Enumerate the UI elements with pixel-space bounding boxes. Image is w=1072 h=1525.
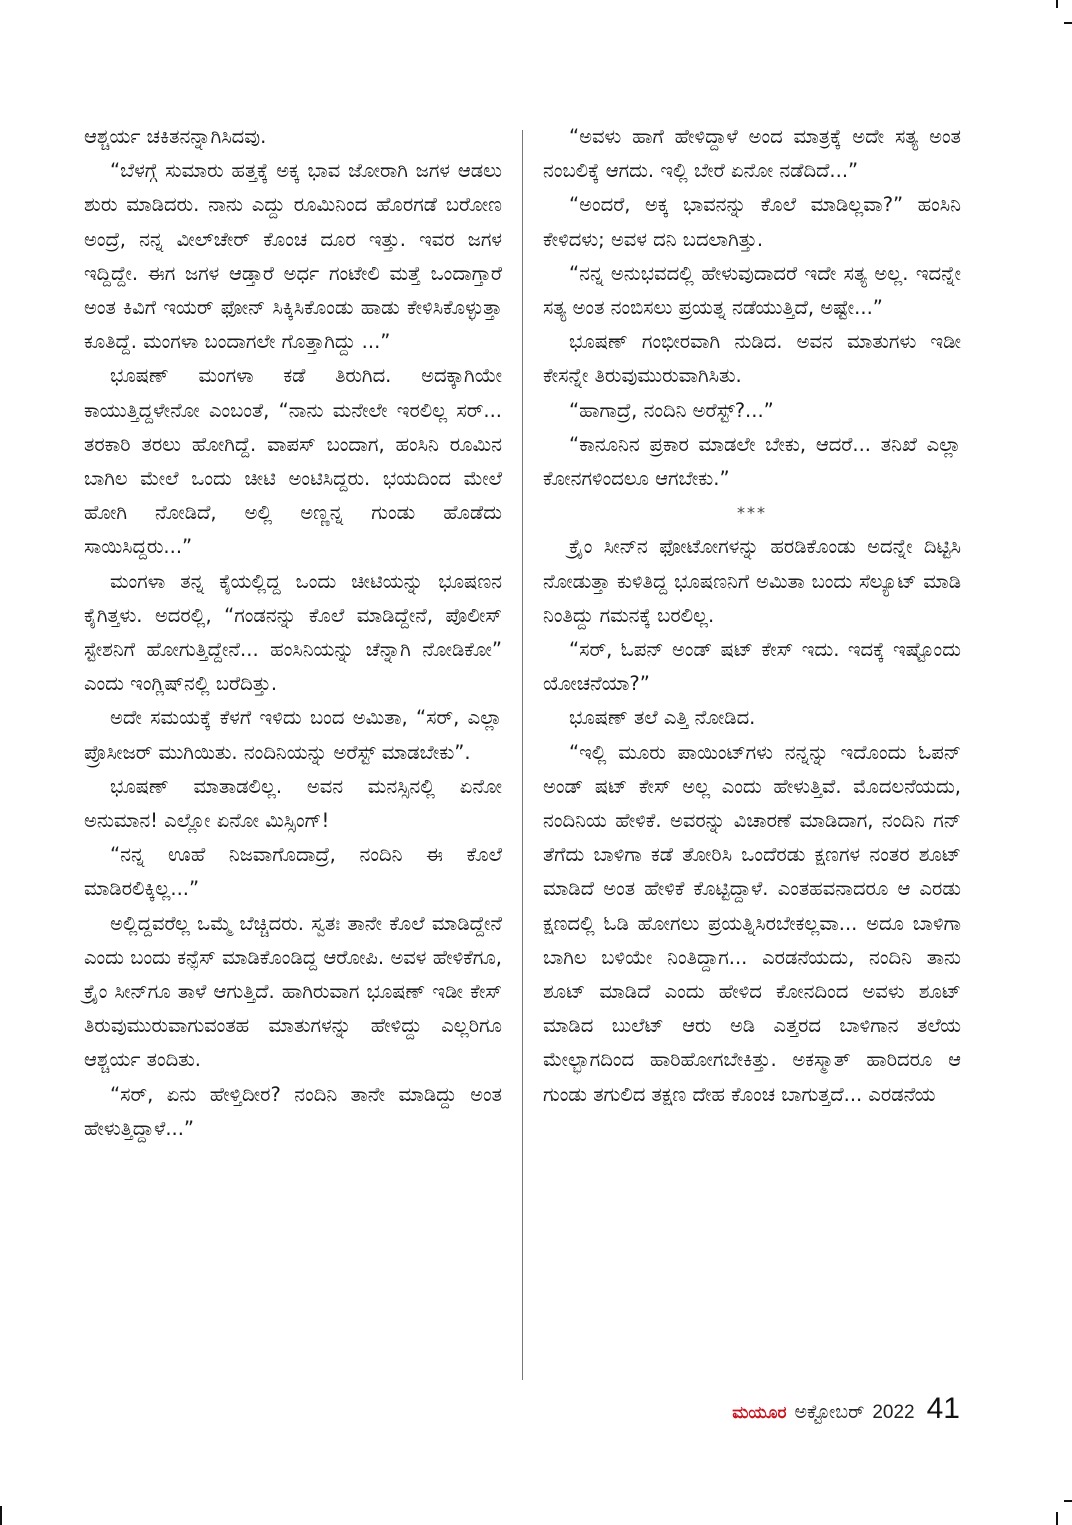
paragraph: ಕ್ರೈಂ ಸೀನ್‌ನ ಫೋಟೋಗಳನ್ನು ಹರಡಿಕೊಂಡು ಅದನ್ನೇ ದಿಟ್ಟಿಸಿ ನೋಡುತ್ತಾ ಕುಳಿತಿದ್ದ ಭೂಷಣನಿಗೆ ಅಮಿತಾ ಬಂದು ಸೆಲ್ಯೂಟ್ ಮಾಡಿ ನಿಂತಿದ್ದು ಗಮನಕ್ಕೆ ಬರಲಿಲ್ಲ. — [543, 535, 961, 627]
paragraph: ಭೂಷಣ್ ತಲೆ ಎತ್ತಿ ನೋಡಿದ. — [569, 706, 756, 730]
paragraph: ಭೂಷಣ್ ಗಂಭೀರವಾಗಿ ನುಡಿದ. ಅವನ ಮಾತುಗಳು ಇಡೀ ಕೇಸನ್ನೇ ತಿರುವುಮುರುವಾಗಿಸಿತು. — [543, 330, 961, 388]
section-break: *** — [737, 503, 767, 523]
paragraph: “ನನ್ನ ಊಹೆ ನಿಜವಾಗೊದಾದ್ರೆ, ನಂದಿನಿ ಈ ಕೊಲೆ ಮಾಡಿರಲಿಕ್ಕಿಲ್ಲ...” — [84, 843, 502, 901]
page-number: 41 — [926, 1392, 960, 1425]
crop-mark-top — [1056, 0, 1058, 8]
paragraph: ಅದೇ ಸಮಯಕ್ಕೆ ಕೆಳಗೆ ಇಳಿದು ಬಂದ ಅಮಿತಾ, “ಸರ್, ಎಲ್ಲಾ ಪ್ರೊಸೀಜರ್ ಮುಗಿಯಿತು. ನಂದಿನಿಯನ್ನು ಅರೆಸ್ಟ್ ಮಾಡಬೇಕು”. — [84, 706, 502, 764]
paragraph: “ಅವಳು ಹಾಗೆ ಹೇಳಿದ್ದಾಳೆ ಅಂದ ಮಾತ್ರಕ್ಕೆ ಅದೇ ಸತ್ಯ ಅಂತ ನಂಬಲಿಕ್ಕೆ ಆಗದು. ಇಲ್ಲಿ ಬೇರೆ ಏನೋ ನಡೆದಿದೆ...” — [543, 125, 961, 183]
right-column — [543, 120, 961, 1112]
paragraph: “ಸರ್, ಓಪನ್ ಅಂಡ್ ಷಟ್ ಕೇಸ್ ಇದು. ಇದಕ್ಕೆ ಇಷ್ಟೊಂದು ಯೋಚನೆಯಾ?” — [543, 638, 961, 696]
issue-month: ಅಕ್ಟೋಬರ್ — [794, 1401, 865, 1423]
left-column — [84, 120, 502, 1146]
paragraph: “ಅಂದರೆ, ಅಕ್ಕ ಭಾವನನ್ನು ಕೊಲೆ ಮಾಡಿಲ್ಲವಾ?” ಹಂಸಿನಿ ಕೇಳಿದಳು; ಅವಳ ದನಿ ಬದಲಾಗಿತ್ತು. — [543, 193, 961, 251]
magazine-name: ಮಯೂರ — [732, 1403, 787, 1423]
paragraph: “ಬೆಳಗ್ಗೆ ಸುಮಾರು ಹತ್ತಕ್ಕೆ ಅಕ್ಕ ಭಾವ ಜೋರಾಗಿ ಜಗಳ ಆಡಲು ಶುರು ಮಾಡಿದರು. ನಾನು ಎದ್ದು ರೂಮಿನಿಂದ ಹೊರಗಡೆ ಬರೋಣ ಅಂದ್ರೆ, ನನ್ನ ವೀಲ್‌ಚೇರ್ ಕೊಂಚ ದೂರ ಇತ್ತು. ಇವರ ಜಗಳ ಇದ್ದಿದ್ದೇ. ಈಗ ಜಗಳ ಆಡ್ತಾರೆ ಅರ್ಧ ಗಂಟೇಲಿ ಮತ್ತೆ ಒಂದಾಗ್ತಾರೆ ಅಂತ ಕಿವಿಗೆ ಇಯರ್ ಫೋನ್ ಸಿಕ್ಕಿಸಿಕೊಂಡು ಹಾಡು ಕೇಳಿಸಿಕೊಳ್ಳುತ್ತಾ ಕೂತಿದ್ದೆ. ಮಂಗಳಾ ಬಂದಾಗಲೇ ಗೊತ್ತಾಗಿದ್ದು ...” — [84, 159, 502, 354]
paragraph: ಆಶ್ಚರ್ಯ ಚಕಿತನನ್ನಾಗಿಸಿದವು. — [84, 125, 267, 148]
paragraph: “ಕಾನೂನಿನ ಪ್ರಕಾರ ಮಾಡಲೇ ಬೇಕು, ಆದರೆ... ತನಿಖೆ ಎಲ್ಲಾ ಕೋನಗಳಿಂದಲೂ ಆಗಬೇಕು.” — [543, 432, 961, 491]
crop-mark-top-right — [1064, 22, 1072, 24]
paragraph: “ಹಾಗಾದ್ರೆ, ನಂದಿನಿ ಅರೆಸ್ಟ್?...” — [569, 398, 774, 422]
crop-mark-bottom — [1056, 1512, 1058, 1525]
column-divider — [522, 130, 523, 1380]
issue-year: 2022 — [872, 1402, 915, 1423]
paragraph: “ಸರ್, ಏನು ಹೇಳ್ತಿದೀರ? ನಂದಿನಿ ತಾನೇ ಮಾಡಿದ್ದು ಅಂತ ಹೇಳುತ್ತಿದ್ದಾಳೆ...” — [84, 1082, 502, 1140]
paragraph: “ಇಲ್ಲಿ ಮೂರು ಪಾಯಿಂಟ್‌ಗಳು ನನ್ನನ್ನು ಇದೊಂದು ಓಪನ್ ಅಂಡ್ ಷಟ್ ಕೇಸ್ ಅಲ್ಲ ಎಂದು ಹೇಳುತ್ತಿವೆ. ಮೊದಲನೆಯದು, ನಂದಿನಿಯ ಹೇಳಿಕೆ. ಅವರನ್ನು ವಿಚಾರಣೆ ಮಾಡಿದಾಗ, ನಂದಿನಿ ಗನ್ ತೆಗೆದು ಬಾಳಿಗಾ ಕಡೆ ತೋರಿಸಿ ಒಂದೆರಡು ಕ್ಷಣಗಳ ನಂತರ ಶೂಟ್ ಮಾಡಿದೆ ಅಂತ ಹೇಳಿಕೆ ಕೊಟ್ಟಿದ್ದಾಳೆ. ಎಂತಹವನಾದರೂ ಆ ಎರಡು ಕ್ಷಣದಲ್ಲಿ ಓಡಿ ಹೋಗಲು ಪ್ರಯತ್ನಿಸಿರಬೇಕಲ್ಲವಾ... ಅದೂ ಬಾಳಿಗಾ ಬಾಗಿಲ ಬಳಿಯೇ ನಿಂತಿದ್ದಾಗ... ಎರಡನೆಯದು, ನಂದಿನಿ ತಾನು ಶೂಟ್ ಮಾಡಿದೆ ಎಂದು ಹೇಳಿದ ಕೋನದಿಂದ ಅವಳು ಶೂಟ್ ಮಾಡಿದ ಬುಲೆಟ್ ಆರು ಅಡಿ ಎತ್ತರದ ಬಾಳಿಗಾನ ತಲೆಯ ಮೇಲ್ಭಾಗದಿಂದ ಹಾರಿಹೋಗಬೇಕಿತ್ತು. ಅಕಸ್ಮಾತ್ ಹಾರಿದರೂ ಆ ಗುಂಡು ತಗುಲಿದ ತಕ್ಷಣ ದೇಹ ಕೊಂಚ ಬಾಗುತ್ತದೆ... ಎರಡನೆಯ — [543, 740, 961, 1106]
paragraph: ಮಂಗಳಾ ತನ್ನ ಕೈಯಲ್ಲಿದ್ದ ಒಂದು ಚೀಟಿಯನ್ನು ಭೂಷಣನ ಕೈಗಿತ್ತಳು. ಅದರಲ್ಲಿ, “ಗಂಡನನ್ನು ಕೊಲೆ ಮಾಡಿದ್ದೇನೆ, ಪೊಲೀಸ್ ಸ್ಟೇಶನಿಗೆ ಹೋಗುತ್ತಿದ್ದೇನೆ... ಹಂಸಿನಿಯನ್ನು ಚೆನ್ನಾಗಿ ನೋಡಿಕೋ” ಎಂದು ಇಂಗ್ಲಿಷ್‌ನಲ್ಲಿ ಬರೆದಿತ್ತು. — [84, 569, 502, 696]
paragraph: ಭೂಷಣ್ ಮಂಗಳಾ ಕಡೆ ತಿರುಗಿದ. ಅದಕ್ಕಾಗಿಯೇ ಕಾಯುತ್ತಿದ್ದಳೇನೋ ಎಂಬಂತೆ, “ನಾನು ಮನೇಲೇ ಇರಲಿಲ್ಲ ಸರ್... ತರಕಾರಿ ತರಲು ಹೋಗಿದ್ದೆ. ವಾಪಸ್ ಬಂದಾಗ, ಹಂಸಿನಿ ರೂಮಿನ ಬಾಗಿಲ ಮೇಲೆ ಒಂದು ಚೀಟಿ ಅಂಟಿಸಿದ್ದರು. ಭಯದಿಂದ ಮೇಲೆ ಹೋಗಿ ನೋಡಿದೆ, ಅಲ್ಲಿ ಅಣ್ಣನ್ನ ಗುಂಡು ಹೊಡೆದು ಸಾಯಿಸಿದ್ದರು...” — [84, 364, 502, 559]
paragraph: ಭೂಷಣ್ ಮಾತಾಡಲಿಲ್ಲ. ಅವನ ಮನಸ್ಸಿನಲ್ಲಿ ಏನೋ ಅನುಮಾನ! ಎಲ್ಲೋ ಏನೋ ಮಿಸ್ಸಿಂಗ್! — [84, 774, 502, 833]
page-footer — [732, 1392, 960, 1426]
crop-mark-bottom-right — [1064, 1500, 1072, 1502]
crop-mark-bottom-left — [0, 1506, 2, 1525]
paragraph: ಅಲ್ಲಿದ್ದವರೆಲ್ಲ ಒಮ್ಮೆ ಬೆಚ್ಚಿದರು. ಸ್ವತಃ ತಾನೇ ಕೊಲೆ ಮಾಡಿದ್ದೇನೆ ಎಂದು ಬಂದು ಕನ್ಫೆಸ್ ಮಾಡಿಕೊಂಡಿದ್ದ ಆರೋಪಿ. ಅವಳ ಹೇಳಿಕೆಗೂ, ಕ್ರೈಂ ಸೀನ್‌ಗೂ ತಾಳೆ ಆಗುತ್ತಿದೆ. ಹಾಗಿರುವಾಗ ಭೂಷಣ್ ಇಡೀ ಕೇಸ್ ತಿರುವುಮುರುವಾಗುವಂತಹ ಮಾತುಗಳನ್ನು ಹೇಳಿದ್ದು ಎಲ್ಲರಿಗೂ ಆಶ್ಚರ್ಯ ತಂದಿತು. — [84, 911, 502, 1072]
paragraph: “ನನ್ನ ಅನುಭವದಲ್ಲಿ ಹೇಳುವುದಾದರೆ ಇದೇ ಸತ್ಯ ಅಲ್ಲ. ಇದನ್ನೇ ಸತ್ಯ ಅಂತ ನಂಬಿಸಲು ಪ್ರಯತ್ನ ನಡೆಯುತ್ತಿದೆ, ಅಷ್ಟೇ...” — [543, 261, 961, 320]
